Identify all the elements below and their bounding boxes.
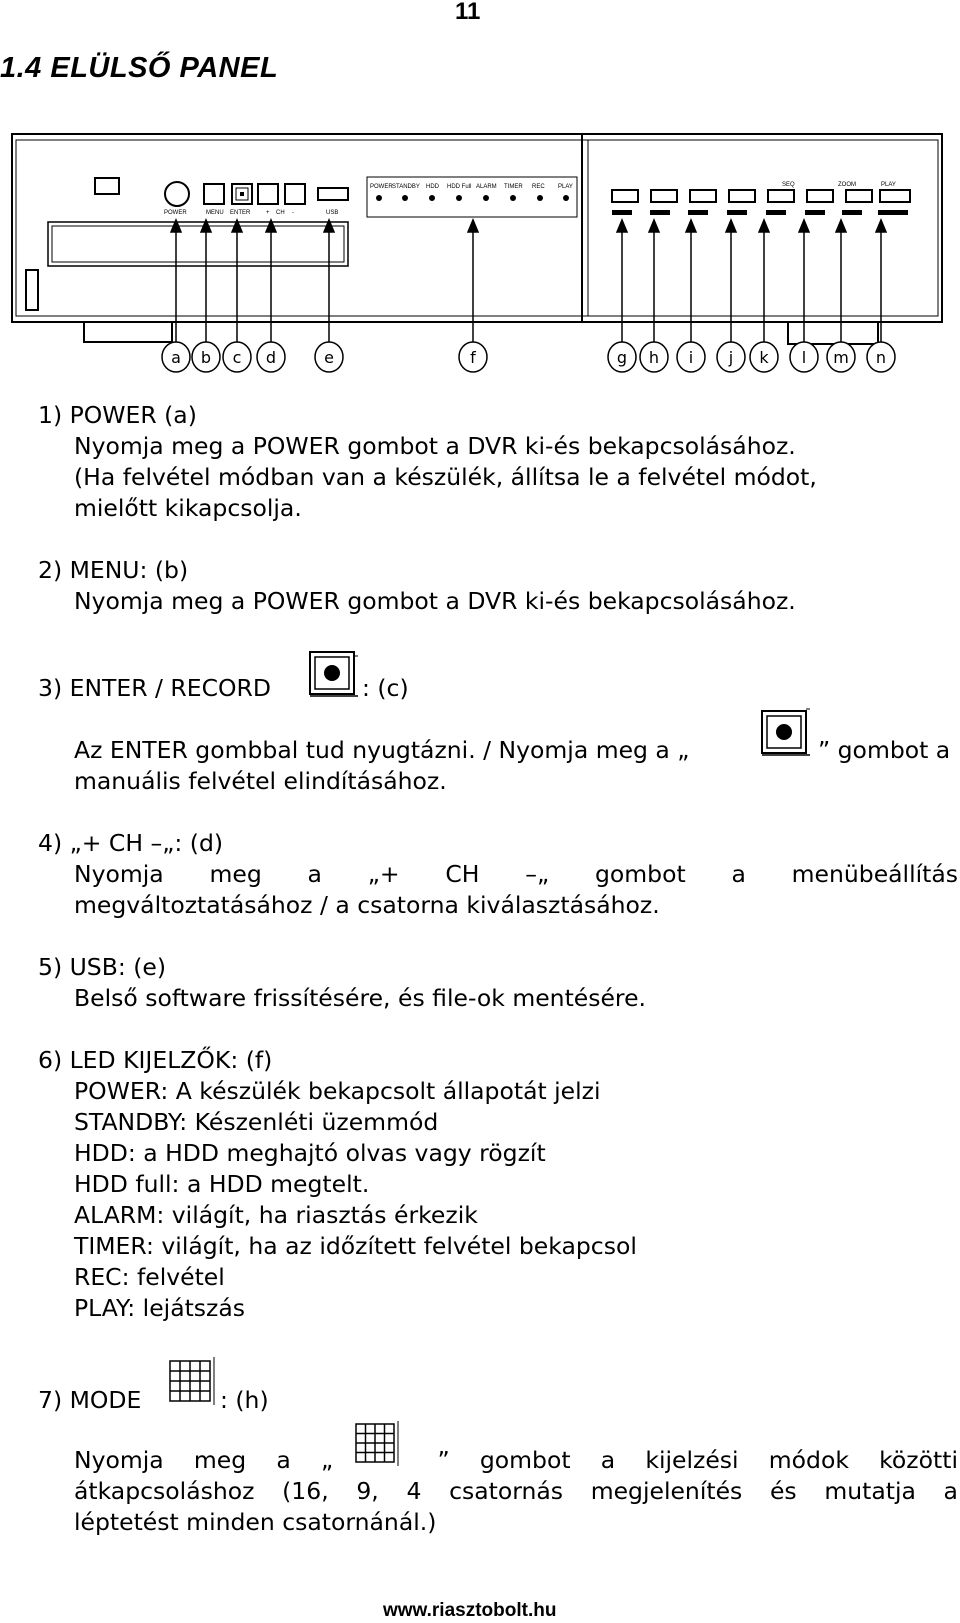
callout-l: l [801,348,807,367]
diagram-label-zoom: ZOOM [838,182,856,188]
item-4-line-1: Nyomja meg a „+ CH –„ gombot a menübeállítás [74,860,958,888]
record-button-icon [308,650,364,700]
led-label-rec: REC [532,184,545,190]
led-desc-timer: TIMER: világít, ha az időzített felvétel bekapcsol [74,1232,637,1260]
footer-url: www.riasztobolt.hu [383,1600,557,1621]
led-label-play: PLAY [558,184,573,190]
led-desc-standby: STANDBY: Készenléti üzemmód [74,1108,439,1136]
item-1-title: 1) POWER (a) [38,401,197,429]
callout-m: m [833,348,849,367]
callout-c: c [232,348,242,367]
callout-j: j [728,348,734,367]
callout-i: i [688,348,694,367]
led-label-standby: STANDBY [392,184,420,190]
record-button-icon [760,707,816,759]
item-3-title: 3) ENTER / RECORD [38,674,271,702]
item-6-title: 6) LED KIJELZŐK: (f) [38,1046,273,1074]
item-4-title: 4) „+ CH –„: (d) [38,829,224,857]
diagram-label-play-button: PLAY [881,182,896,188]
callout-b: b [200,348,212,367]
led-desc-hdd: HDD: a HDD meghajtó olvas vagy rögzít [74,1139,546,1167]
mode-grid-icon [164,1355,220,1413]
item-1-line-3: mielőtt kikapcsolja. [74,494,302,522]
diagram-label-minus: - [292,210,294,216]
led-label-alarm: ALARM [476,184,497,190]
item-1-line-2: (Ha felvétel módban van a készülék, állítsa le a felvétel módot, [74,463,817,491]
item-3-line-2: manuális felvétel elindításához. [74,767,447,795]
item-5-title: 5) USB: (e) [38,953,167,981]
led-desc-power: POWER: A készülék bekapcsolt állapotát jelzi [74,1077,601,1105]
led-desc-rec: REC: felvétel [74,1263,225,1291]
callout-a: a [171,348,181,367]
led-label-hdd: HDD [426,184,439,190]
item-5-line-1: Belső software frissítésére, és file-ok mentésére. [74,984,647,1012]
led-desc-play: PLAY: lejátszás [74,1294,246,1322]
callout-e: e [324,348,334,367]
item-3-line-1a: Az ENTER gombbal tud nyugtázni. / Nyomja meg a „ [74,736,690,764]
diagram-label-seq: SEQ [782,182,795,188]
diagram-label-menu: MENU [206,210,224,216]
callout-d: d [265,348,277,367]
item-1-line-1: Nyomja meg a POWER gombot a DVR ki-és bekapcsolásához. [74,432,796,460]
item-7-title: 7) MODE [38,1386,142,1414]
item-7-line-2: átkapcsoláshoz (16, 9, 4 csatornás megjelenítés és mutatja a [74,1477,958,1505]
item-7-suffix: : (h) [220,1386,269,1414]
callout-h: h [648,348,660,367]
item-7-line-1: Nyomja meg a „ ” gombot a kijelzési módok közötti [74,1446,958,1474]
led-desc-alarm: ALARM: világít, ha riasztás érkezik [74,1201,478,1229]
item-2-title: 2) MENU: (b) [38,556,189,584]
mode-grid-icon [352,1420,402,1472]
item-2-line-1: Nyomja meg a POWER gombot a DVR ki-és bekapcsolásához. [74,587,796,615]
diagram-label-plus: + [266,210,270,216]
callout-f: f [470,348,476,367]
led-label-hdd-full: HDD Full [447,184,472,190]
item-4-line-2: megváltoztatásához / a csatorna kiválasztásához. [74,891,660,919]
section-heading: 1.4 ELÜLSŐ PANEL [0,52,279,84]
item-7-line-3: léptetést minden csatornánál.) [74,1508,437,1536]
page-number: 11 [455,0,481,25]
item-3-suffix: : (c) [362,674,409,702]
led-desc-hdd-full: HDD full: a HDD megtelt. [74,1170,370,1198]
callout-n: n [875,348,887,367]
led-label-power: POWER [370,184,393,190]
callout-k: k [759,348,769,367]
led-label-timer: TIMER [504,184,523,190]
diagram-label-usb: USB [326,210,339,216]
diagram-label-power: POWER [164,210,187,216]
callout-g: g [616,348,628,367]
diagram-label-enter: ENTER [230,210,251,216]
item-3-line-1b: ” gombot a [818,736,951,764]
front-panel-diagram [0,130,960,392]
diagram-label-ch: CH [276,210,285,216]
